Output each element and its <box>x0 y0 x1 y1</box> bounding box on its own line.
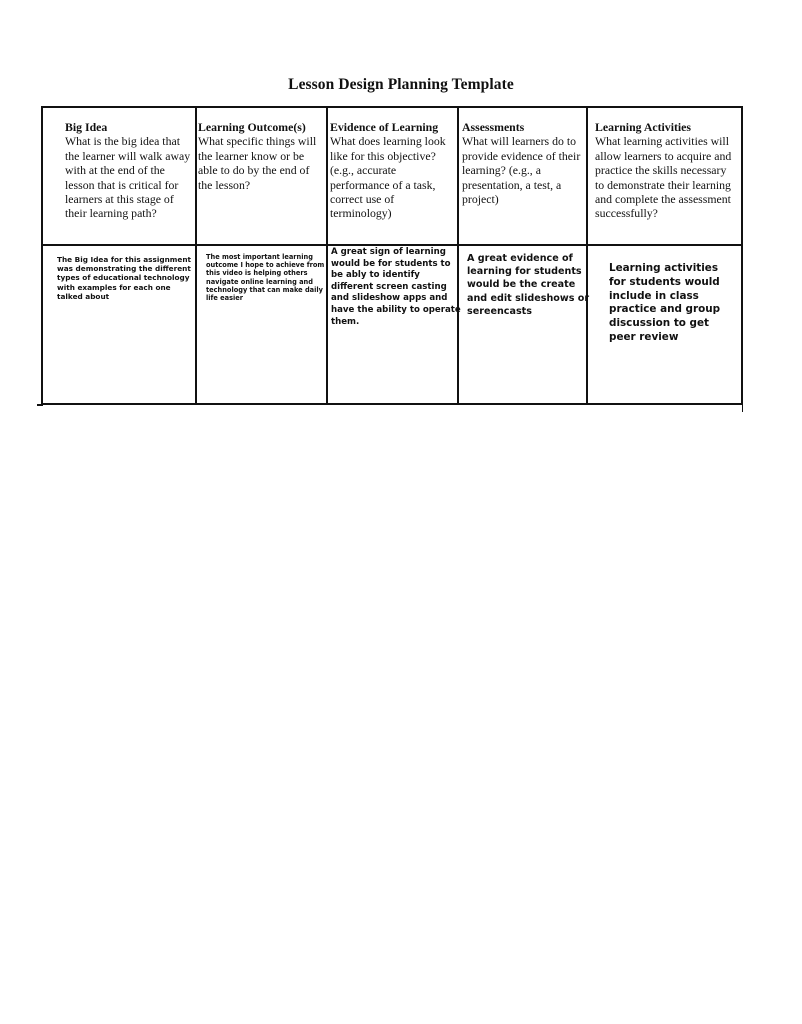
column-heading: Big Idea <box>65 120 108 134</box>
column-heading: Assessments <box>462 120 525 134</box>
header-cell-learning-activities <box>595 120 735 221</box>
response-learning-activities: Learning activities for students would include in class practice and group discussion to get peer review <box>609 262 721 343</box>
header-cell-assessments <box>462 120 586 206</box>
response-evidence-of-learning: A great sign of learning would be for students to be ably to identify different screen casting and slideshow apps and have the ability to operate them. <box>331 247 461 327</box>
row-divider <box>43 244 741 246</box>
response-learning-outcomes: The most important learning outcome I hope to achieve from this video is helping others navigate online learning and technology that can make daily life easier <box>206 253 325 303</box>
response-assessments: A great evidence of learning for students would be the create and edit slideshows or sereencasts <box>467 253 590 317</box>
column-question: What learning activities will allow learners to acquire and practice the skills necessary to demonstrate their learning and complete the assessment successfully? <box>595 134 732 221</box>
header-cell-learning-outcomes <box>198 120 324 192</box>
column-question: What will learners do to provide evidence of their learning? (e.g., a presentation, a test, a project) <box>462 134 581 207</box>
column-heading: Learning Activities <box>595 120 692 134</box>
column-question: What specific things will the learner know or be able to do by the end of the lesson? <box>198 134 317 192</box>
response-big-idea: The Big Idea for this assignment was demonstrating the different types of educational technology with examples for each one talked about <box>57 255 191 301</box>
header-cell-big-idea <box>65 120 197 221</box>
column-heading: Evidence of Learning <box>330 120 439 134</box>
header-cell-evidence-of-learning <box>330 120 454 221</box>
column-heading: Learning Outcome(s) <box>198 120 306 134</box>
column-question: What is the big idea that the learner will walk away with at the end of the lesson that is critical for learners at this stage of their learning path? <box>65 134 191 221</box>
table-line-extension <box>37 404 43 406</box>
lesson-planning-table <box>41 106 743 405</box>
document-title: Lesson Design Planning Template <box>288 76 514 93</box>
column-question: What does learning look like for this objective? (e.g., accurate performance of a task, correct use of terminology) <box>330 134 446 221</box>
table-line-extension <box>742 403 743 412</box>
